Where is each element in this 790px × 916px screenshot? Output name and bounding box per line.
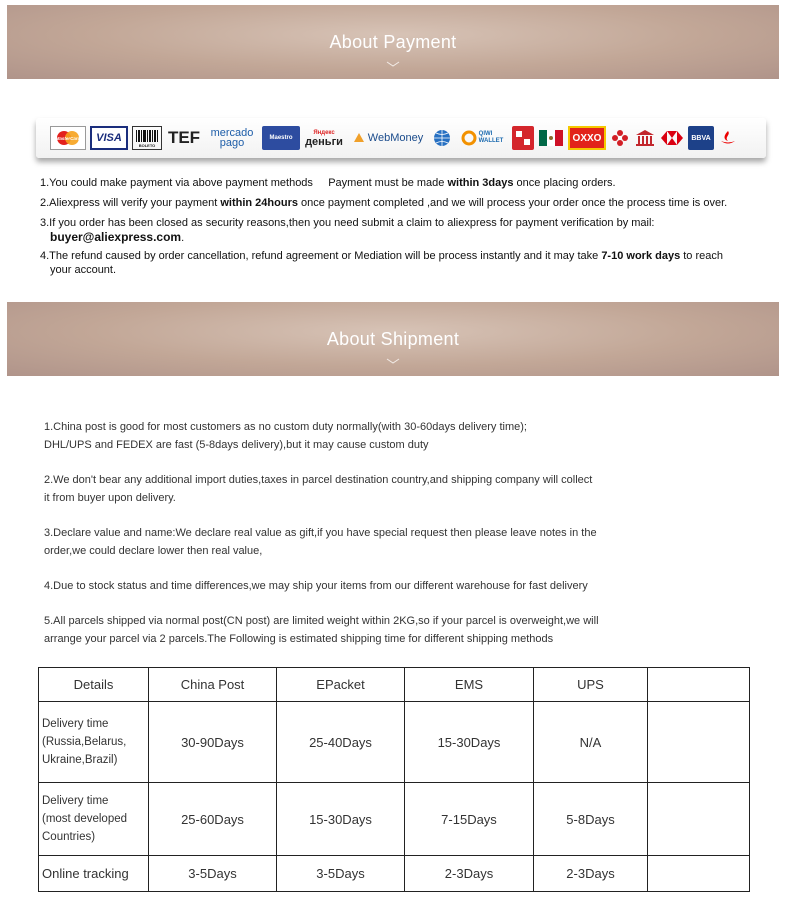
webmoney-icon <box>353 132 365 144</box>
shipping-time-table <box>38 667 750 892</box>
shipment-note: 1.China post is good for most customers as no custom duty normally(with 30-60days delivery time); DHL/UPS and FEDEX are fast (5-8days delivery),but it may cause custom duty <box>44 421 527 451</box>
table-row <box>39 702 750 783</box>
payment-banner-title: About Payment <box>329 31 457 52</box>
payment-note-3: 3.If you order has been closed as security reasons,then you need submit a claim to aliexpress for payment verification by mail: buyer@aliexpress.com. <box>40 217 655 244</box>
table-header-cell: EMS <box>405 668 534 702</box>
chevron-down-icon <box>386 358 400 364</box>
table-header-row <box>39 668 750 702</box>
table-header-cell <box>648 668 750 702</box>
flower-icon <box>611 129 629 147</box>
hsbc-icon <box>661 131 683 145</box>
ro-flag-logo <box>512 126 534 150</box>
boleto-logo: BOLETO <box>132 126 162 150</box>
shipment-note: 3.Declare value and name:We declare real value as gift,if you have special request then please leave notes in the order,we could declare lower then real value, <box>44 527 597 557</box>
table-cell: 7-15Days <box>405 783 534 856</box>
payment-note-1: 1.You could make payment via above payment methods Payment must be made within 3days once placing orders. <box>40 177 616 189</box>
shipment-banner <box>7 302 779 376</box>
table-row <box>39 783 750 856</box>
table-cell: 3-5Days <box>149 856 277 892</box>
shipment-notes <box>44 418 684 665</box>
payment-methods-logos <box>36 118 766 158</box>
table-cell: 3-5Days <box>277 856 405 892</box>
qiwi-wallet-logo: QIWI WALLET <box>456 126 508 150</box>
table-cell <box>648 702 750 783</box>
shipment-note: 5.All parcels shipped via normal post(CN post) are limited weight within 2KG,so if your parcel is overweight,we will arrange your parcel via 2 parcels.The Following is estimated shipping time for different shipping methods <box>44 615 599 645</box>
tef-logo: TEF <box>167 128 201 147</box>
yandex-money-logo: Яндекс деньги <box>305 130 343 148</box>
globe-logo <box>432 126 452 150</box>
flame-icon <box>720 130 736 146</box>
shipment-note: 2.We don't bear any additional import duties,taxes in parcel destination country,and shipping company will collect it from buyer upon delivery. <box>44 474 593 504</box>
row-label: Delivery time (Russia,Belarus, Ukraine,Brazil) <box>39 702 149 783</box>
hsbc-logo <box>660 126 684 150</box>
mercadopago-logo: mercado pago <box>210 127 254 149</box>
support-email: buyer@aliexpress.com <box>50 230 182 244</box>
table-row <box>39 856 750 892</box>
globe-icon <box>433 129 451 147</box>
table-header-cell: UPS <box>534 668 648 702</box>
payment-note-2: 2.Aliexpress will verify your payment within 24hours once payment completed ,and we will process your order once the process time is over. <box>40 197 728 209</box>
table-cell: N/A <box>534 702 648 783</box>
svg-text:MasterCard: MasterCard <box>55 136 81 141</box>
mastercard-logo <box>50 126 86 150</box>
row-label: Online tracking <box>39 856 149 892</box>
webmoney-logo: WebMoney <box>348 126 428 150</box>
table-header-cell: Details <box>39 668 149 702</box>
payment-banner <box>7 5 779 79</box>
oxxo-logo: OXXO <box>568 126 606 150</box>
shipment-note: 4.Due to stock status and time differences,we may ship your items from our different warehouse for fast delivery <box>44 580 588 592</box>
table-cell <box>648 783 750 856</box>
table-header-cell: China Post <box>149 668 277 702</box>
santander-logo <box>718 126 738 150</box>
table-cell: 2-3Days <box>405 856 534 892</box>
table-header-cell: EPacket <box>277 668 405 702</box>
table-cell: 30-90Days <box>149 702 277 783</box>
table-cell: 15-30Days <box>405 702 534 783</box>
qiwi-icon <box>461 130 477 146</box>
mexico-flag-logo <box>538 126 564 150</box>
chevron-down-icon <box>386 61 400 67</box>
bank-icon <box>635 129 655 147</box>
shipment-banner-title: About Shipment <box>326 328 460 349</box>
table-cell <box>648 856 750 892</box>
payment-note-4: 4.The refund caused by order cancellation, refund agreement or Mediation will be process instantly and it may take 7-10 work days to reach your account. <box>40 250 723 276</box>
table-cell: 2-3Days <box>534 856 648 892</box>
table-cell: 5-8Days <box>534 783 648 856</box>
payment-notes <box>40 176 780 283</box>
bbva-logo: BBVA <box>688 126 714 150</box>
visa-logo: VISA <box>90 126 128 150</box>
row-label: Delivery time (most developed Countries) <box>39 783 149 856</box>
bank-building-logo <box>634 126 656 150</box>
table-cell: 25-40Days <box>277 702 405 783</box>
maestro-logo: Maestro <box>262 126 300 150</box>
table-cell: 15-30Days <box>277 783 405 856</box>
table-cell: 25-60Days <box>149 783 277 856</box>
flower-bank-logo <box>610 126 630 150</box>
